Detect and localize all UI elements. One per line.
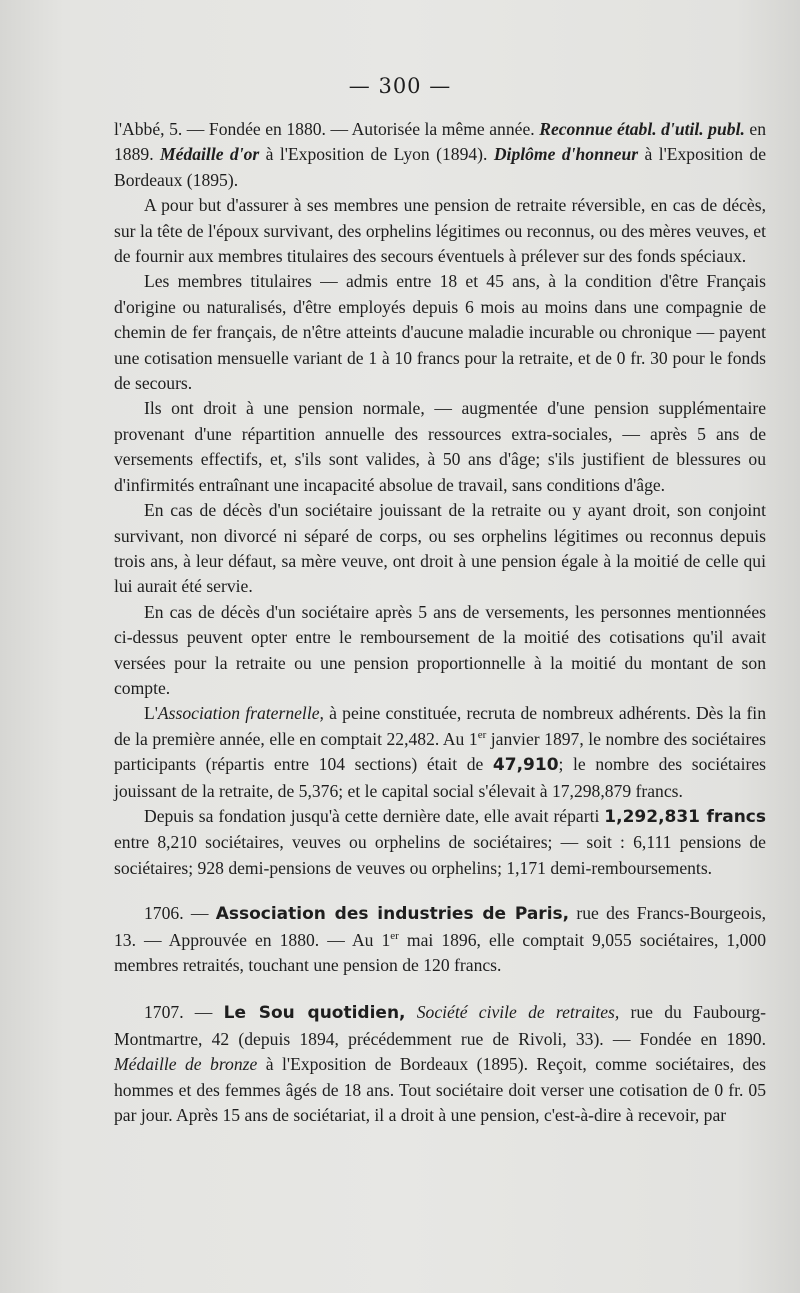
text-run: en 1889. (114, 119, 766, 165)
italic-run: Association fraternelle, (157, 703, 324, 724)
entry-1706 (114, 901, 766, 978)
superscript: er (477, 728, 487, 741)
text-run: entre 8,210 sociétaires, veuves ou orphelins de sociétaires; — soit : 6,111 pensions de sociétaires; 928 demi-pensions de veuves ou orphelins; 1,171 demi-remboursements. (114, 832, 766, 878)
text-run: à l'Exposition de Lyon (1894). (259, 144, 494, 165)
paragraph-members: Les membres titulaires — admis entre 18 et 45 ans, à la condition d'être Français d'origine ou naturalisés, d'être employés depuis 6 mois au moins dans une compagnie de chemin de fer français, de n'être atteints d'aucune maladie incurable ou chronique — payent une cotisation mensuelle variant de 1 à 10 francs pour la retraite, et de 0 fr. 30 pour le fonds de secours. (114, 271, 766, 394)
text-run: mai 1896, elle comptait 9,055 sociétaires, 1,000 membres retraités, touchant une pension de 120 francs. (114, 929, 766, 975)
body-text (114, 117, 766, 1128)
bold-run: Le Sou quotidien, (223, 1003, 406, 1024)
text-run (406, 1002, 417, 1022)
paragraph-death-pension: En cas de décès d'un sociétaire jouissant de la retraite ou y ayant droit, son conjoint survivant, non divorcé ni séparé de corps, ou ses orphelins légitimes ou reconnus depuis trois ans, à leur défaut, sa mère veuve, ont droit à une pension égale à la moitié de celle qui lui aurait été servie. (114, 500, 766, 597)
paragraph-association-stats (114, 701, 766, 804)
superscript: er (390, 929, 399, 942)
text-run: rue du Faubourg-Montmartre, 42 (depuis 1894, précédemment rue de Rivoli, 33). — Fondée en 1890. (114, 1002, 767, 1049)
text-run: rue des Francs-Bourgeois, 13. — Approuvée en 1880. — Au 1 (114, 903, 766, 950)
text-run: Depuis sa fondation jusqu'à cette dernière date, elle avait réparti (144, 805, 605, 826)
bold-run: Association des industries de Paris, (215, 904, 570, 925)
text-run: l'Abbé, 5. — Fondée en 1880. — Autorisée la même année. (114, 119, 540, 139)
italic-run: Société civile de retraites, (416, 1002, 620, 1023)
italic-run: Médaille d'or (160, 144, 260, 165)
paragraph-intro (114, 117, 766, 193)
bold-run: 1,292,831 francs (604, 806, 767, 827)
text-run: L' (144, 703, 158, 724)
text-run: 1707. — (144, 1002, 224, 1023)
text-run: 1706. — (144, 903, 216, 924)
paragraph-death-refund: En cas de décès d'un sociétaire après 5 ans de versements, les personnes mentionnées ci-dessus peuvent opter entre le remboursement de la moitié des cotisations qu'il avait versées pour la retraite ou une pension proportionnelle à la moitié du montant de son compte. (114, 601, 766, 698)
text-run: à l'Exposition de Bordeaux (1895). Reçoit, comme sociétaires, des hommes et des femmes âgés de 18 ans. Tout sociétaire doit verser une cotisation de 0 fr. 05 par jour. Après 15 ans de sociétariat, il a droit à une pension, c'est-à-dire à recevoir, par (114, 1054, 766, 1126)
italic-run: Reconnue établ. d'util. publ. (539, 119, 745, 139)
page-number: — 300 — (348, 74, 452, 98)
paragraph-purpose: A pour but d'assurer à ses membres une pension de retraite réversible, en cas de décès, sur la tête de l'époux survivant, des orphelins légitimes ou reconnus, ou des mères veuves, et de fournir aux membres titulaires des secours éventuels à prélever sur des fonds spéciaux. (114, 195, 766, 267)
text-run: à peine constituée, recruta de nombreux adhérents. Dès la fin de la première année, elle en comptait 22,482. Au 1 (114, 703, 766, 749)
entry-1707 (114, 1000, 766, 1128)
bold-run: 47,910 (492, 755, 559, 776)
italic-run: Médaille de bronze (114, 1054, 258, 1075)
text-run: à l'Exposition de Bordeaux (1895). (114, 144, 767, 190)
paragraph-distribution (114, 804, 766, 881)
text-run: ; le nombre des sociétaires jouissant de la retraite, de 5,376; et le capital social s'élevait à 17,298,879 francs. (114, 754, 766, 801)
italic-run: Diplôme d'honneur (493, 144, 639, 165)
text-run: janvier 1897, le nombre des sociétaires participants (répartis entre 104 sections) était de (114, 728, 766, 775)
paragraph-pension-rights: Ils ont droit à une pension normale, — augmentée d'une pension supplémentaire provenant d'une répartition annuelle des ressources extra-sociales, — après 5 ans de versements effectifs, et, s'ils sont valides, à 50 ans d'âge; s'ils justifient de blessures ou d'infirmités entraînant une incapacité absolue de travail, sans conditions d'âge. (114, 398, 766, 495)
